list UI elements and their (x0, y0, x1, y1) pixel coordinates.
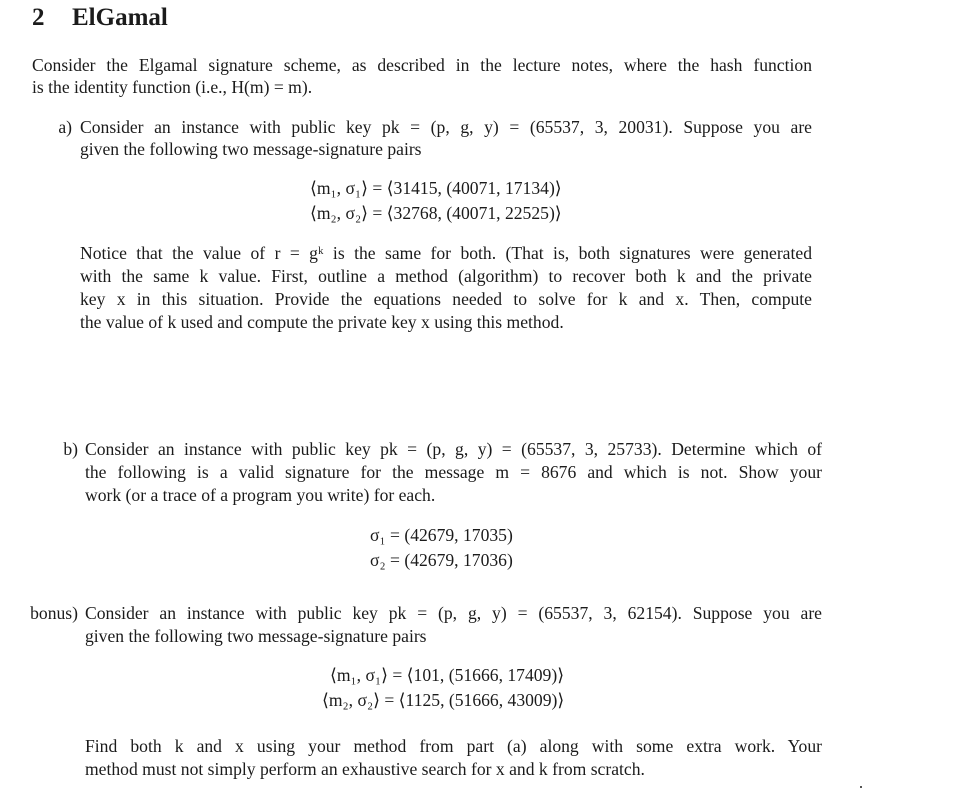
bonus-text-line-2: given the following two message-signature pairs (85, 626, 427, 646)
part-b-text-line-3: work (or a trace of a program you write) for each. (85, 485, 436, 505)
part-a-text-line-1: Consider an instance with public key pk = (p, g, y) = (65537, 3, 20031). Suppose you are (80, 117, 812, 137)
stray-dot (860, 786, 862, 788)
section-title: ElGamal (72, 4, 168, 31)
part-b-equation-2: σ₂ = (42679, 17036) (370, 550, 513, 570)
part-a-followup-line-4: the value of k used and compute the private key x using this method. (80, 312, 564, 332)
part-a-label: a) (58, 117, 72, 137)
part-b-text-line-2: the following is a valid signature for the message m = 8676 and which is not. Show your (85, 462, 822, 482)
bonus-equation-1: ⟨m₁, σ₁⟩ = ⟨101, (51666, 17409)⟩ (330, 665, 565, 685)
part-a-followup-line-3: key x in this situation. Provide the equations needed to solve for k and x. Then, compute (80, 289, 812, 309)
part-b-equation-1: σ₁ = (42679, 17035) (370, 525, 513, 545)
part-a-followup-line-2: with the same k value. First, outline a method (algorithm) to recover both k and the private (80, 266, 812, 286)
section-number: 2 (32, 4, 45, 31)
bonus-label: bonus) (30, 603, 78, 623)
part-a-text-line-2: given the following two message-signature pairs (80, 139, 422, 159)
bonus-followup-line-2: method must not simply perform an exhaustive search for x and k from scratch. (85, 759, 645, 779)
intro-line-2: is the identity function (i.e., H(m) = m). (32, 77, 313, 97)
part-a-equation-2: ⟨m₂, σ₂⟩ = ⟨32768, (40071, 22525)⟩ (310, 203, 562, 223)
part-b-text-line-1: Consider an instance with public key pk = (p, g, y) = (65537, 3, 25733). Determine which of (85, 439, 822, 459)
part-a-equation-1: ⟨m₁, σ₁⟩ = ⟨31415, (40071, 17134)⟩ (310, 178, 562, 198)
part-b-label: b) (63, 439, 78, 459)
intro-line-1: Consider the Elgamal signature scheme, as described in the lecture notes, where the hash function (32, 55, 812, 75)
bonus-text-line-1: Consider an instance with public key pk = (p, g, y) = (65537, 3, 62154). Suppose you are (85, 603, 822, 623)
bonus-followup-line-1: Find both k and x using your method from part (a) along with some extra work. Your (85, 736, 822, 756)
part-a-followup-line-1: Notice that the value of r = gᵏ is the same for both. (That is, both signatures were generated (80, 243, 812, 263)
bonus-equation-2: ⟨m₂, σ₂⟩ = ⟨1125, (51666, 43009)⟩ (322, 690, 565, 710)
